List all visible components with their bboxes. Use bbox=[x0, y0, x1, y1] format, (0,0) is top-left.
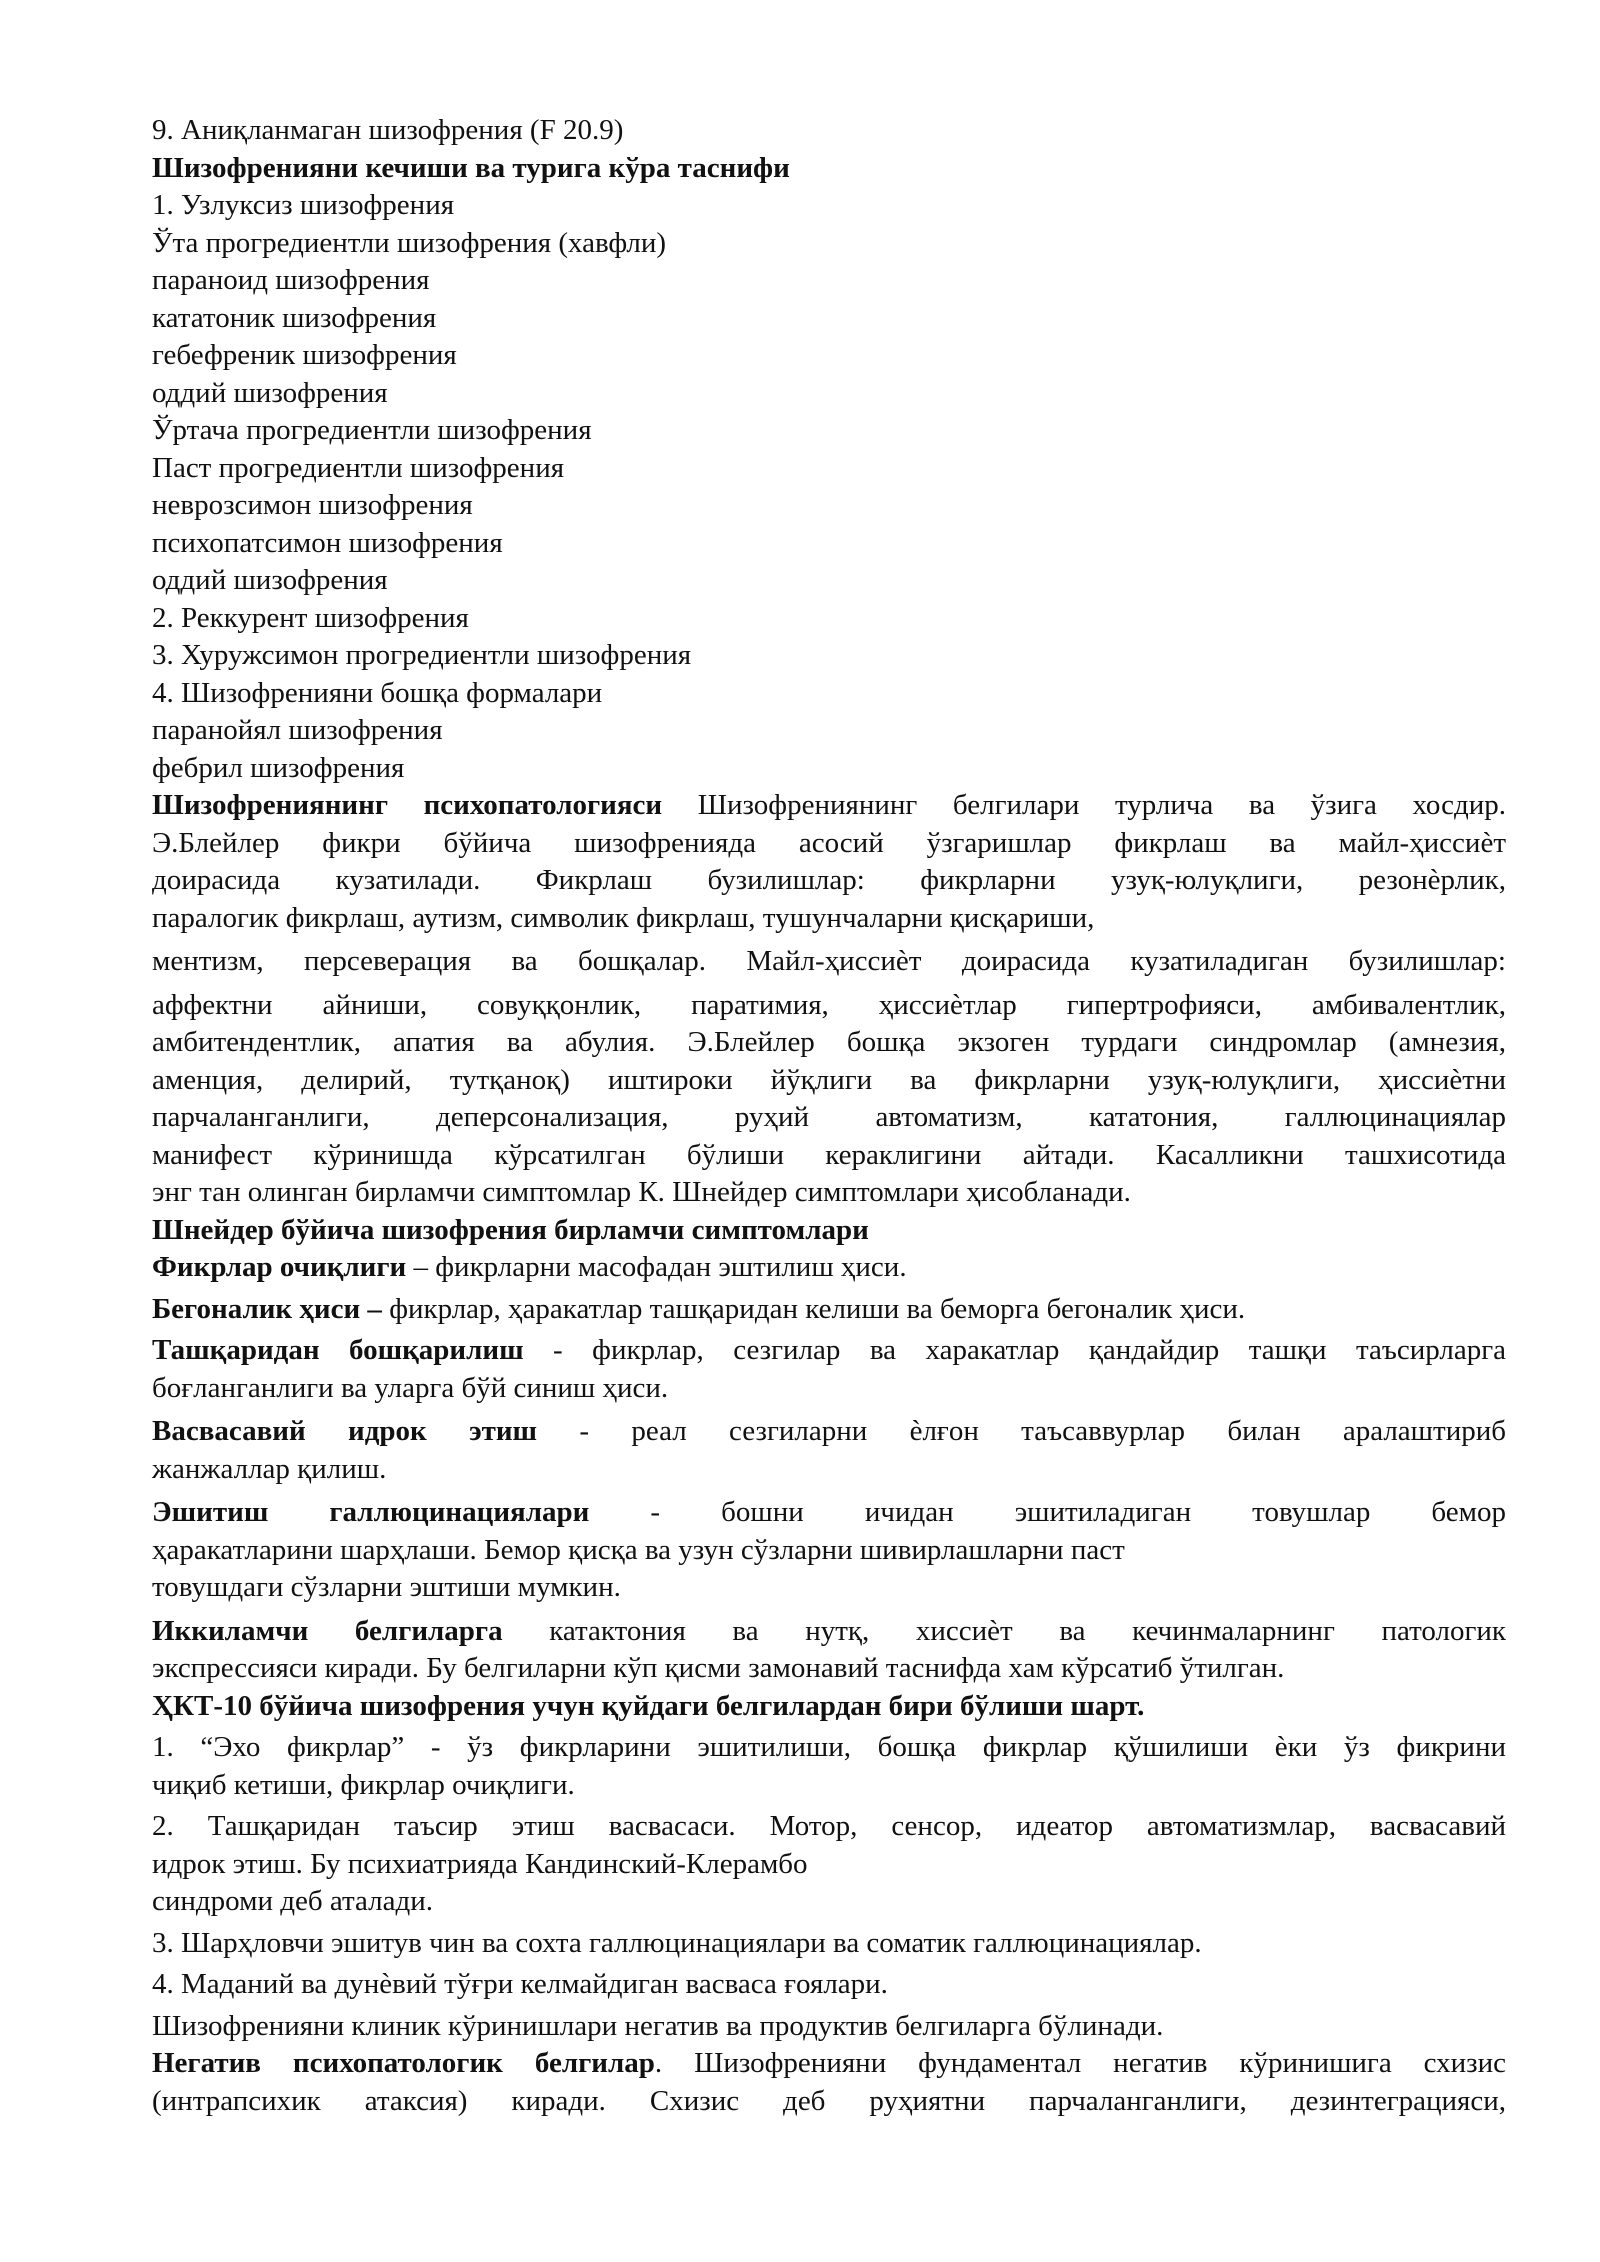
psychopathology-heading: Шизофрениянинг психопатологияси bbox=[152, 789, 663, 821]
criteria-item: 3. Шарҳловчи эшитув чин ва сохта галлюцинациялари ва соматик галлюцинациялар. bbox=[152, 1926, 1202, 1959]
criteria-item-continuation: синдроми деб аталади. bbox=[152, 1885, 434, 1917]
paragraph-line: доирасида кузатилади. Фикрлаш бузилишлар: фикрларни узуқ-юлуқлиги, резонѐрлик, bbox=[152, 864, 1506, 896]
list-item: 4. Шизофренияни бошқа формалари bbox=[152, 676, 603, 709]
list-item: 1. Узлуксиз шизофрения bbox=[152, 189, 455, 221]
list-item: Ўртача прогредиентли шизофрения bbox=[152, 414, 592, 446]
paragraph-line: аменция, делирий, тутқаноқ) иштироки йўқлиги ва фикрларни узуқ-юлуқлиги, ҳиссиѐтни bbox=[152, 1063, 1506, 1096]
symptom-item: Ташқаридан бошқарилиш - фикрлар, сезгилар ва харакатлар қандайдир ташқи таъсирларга bbox=[152, 1334, 1506, 1366]
list-item: неврозсимон шизофрения bbox=[152, 489, 473, 521]
negative-signs: Негатив психопатологик белгилар. Шизофренияни фундаментал негатив кўринишига схизис bbox=[152, 2047, 1506, 2079]
symptom-item: Эшитиш галлюцинациялари - бошни ичидан эшитиладиган товушлар бемор bbox=[152, 1496, 1506, 1528]
paragraph-line: аффектни айниши, совуққонлик, паратимия, ҳиссиѐтлар гипертрофияси, амбивалентлик, bbox=[152, 988, 1506, 1021]
section-heading-icd: ҲКТ-10 бўйича шизофрения учун қуйдаги белгилардан бири бўлиши шарт. bbox=[152, 1689, 1145, 1722]
list-item: параноид шизофрения bbox=[152, 264, 430, 296]
symptom-item-continuation: боғланганлиги ва уларга бўй синиш ҳиси. bbox=[152, 1371, 669, 1404]
symptom-item: Васвасавий идрок этиш - реал сезгиларни ѐлғон таъсаввурлар билан аралаштириб bbox=[152, 1415, 1506, 1447]
paragraph-line: Шизофрениянинг психопатологияси Шизофрениянинг белгилари турлича ва ўзига хосдир. bbox=[152, 789, 1506, 821]
secondary-signs-continuation: экспрессияси киради. Бу белгиларни кўп қисми замонавий таснифда хам кўрсатиб ўтилган. bbox=[152, 1652, 1285, 1684]
paragraph-line: манифест кўринишда кўрсатилган бўлиши кераклигини айтади. Касалликни ташхисотида bbox=[152, 1138, 1506, 1171]
paragraph-line: энг тан олинган бирламчи симптомлар К. Шнейдер симптомлари ҳисобланади. bbox=[152, 1176, 1131, 1208]
paragraph-line: паралогик фикрлаш, аутизм, символик фикрлаш, тушунчаларни қисқариши, bbox=[152, 901, 1095, 934]
paragraph-line: амбитендентлик, апатия ва абулия. Э.Блейлер бошқа экзоген турдаги синдромлар (амнезия, bbox=[152, 1026, 1506, 1058]
psychopathology-paragraph bbox=[152, 787, 1506, 1212]
list-item: паранойял шизофрения bbox=[152, 714, 443, 746]
list-item: оддий шизофрения bbox=[152, 376, 388, 409]
negative-signs-continuation: (интрапсихик атаксия) киради. Схизис деб руҳиятни парчаланганлиги, дезинтеграцияси, bbox=[152, 2084, 1506, 2117]
criteria-item-continuation: чиқиб кетиши, фикрлар очиқлиги. bbox=[152, 1768, 575, 1801]
symptom-item-continuation: товушдаги сўзларни эштиши мумкин. bbox=[152, 1571, 621, 1603]
criteria-item: 1. “Эхо фикрлар” - ўз фикрларини эшитилиши, бошқа фикрлар қўшилиши ѐки ўз фикрини bbox=[152, 1731, 1506, 1763]
list-item: 3. Хуружсимон прогредиентли шизофрения bbox=[152, 639, 692, 671]
list-item: Ўта прогредиентли шизофрения (хавфли) bbox=[152, 226, 667, 259]
symptom-item-continuation: жанжаллар қилиш. bbox=[152, 1452, 387, 1485]
list-item-unspecified: 9. Аниқланмаган шизофрения (F 20.9) bbox=[152, 114, 624, 146]
symptom-item-continuation: ҳаракатларини шарҳлаши. Бемор қисқа ва узун сўзларни шивирлашларни паст bbox=[152, 1533, 1125, 1566]
paragraph-line: ментизм, персеверация ва бошқалар. Майл-ҳиссиѐт доирасида кузатиладиган бузилишлар: bbox=[152, 945, 1506, 977]
secondary-signs: Иккиламчи белгиларга катактония ва нутқ, хиссиѐт ва кечинмаларнинг патологик bbox=[152, 1614, 1506, 1647]
section-heading-schneider: Шнейдер бўйича шизофрения бирламчи симптомлари bbox=[152, 1213, 869, 1246]
symptom-item: Фикрлар очиқлиги – фикрларни масофадан эштилиш ҳиси. bbox=[152, 1251, 907, 1283]
paragraph-line: Э.Блейлер фикри бўйича шизофренияда асосий ўзгаришлар фикрлаш ва майл-ҳиссиѐт bbox=[152, 826, 1506, 859]
paragraph-line: парчаланганлиги, деперсонализация, руҳий автоматизм, кататония, галлюцинациялар bbox=[152, 1101, 1506, 1133]
clinical-sentence: Шизофренияни клиник кўринишлари негатив ва продуктив белгиларга бўлинади. bbox=[152, 2009, 1164, 2042]
criteria-item: 2. Ташқаридан таъсир этиш васвасаси. Мотор, сенсор, идеатор автоматизмлар, васвасавий bbox=[152, 1810, 1506, 1842]
symptom-item: Бегоналик ҳиси – фикрлар, ҳаракатлар ташқаридан келиши ва беморга бегоналик ҳиси. bbox=[152, 1292, 1246, 1325]
list-item: оддий шизофрения bbox=[152, 564, 388, 596]
section-heading-classification: Шизофренияни кечиши ва турига кўра таснифи bbox=[152, 151, 790, 184]
list-item: 2. Реккурент шизофрения bbox=[152, 601, 469, 634]
list-item: фебрил шизофрения bbox=[152, 751, 405, 784]
criteria-item-continuation: идрок этиш. Бу психиатрияда Кандинский-Клерамбо bbox=[152, 1847, 808, 1880]
criteria-item: 4. Маданий ва дунѐвий тўғри келмайдиган васваса ғоялари. bbox=[152, 1968, 888, 2000]
list-item: психопатсимон шизофрения bbox=[152, 526, 503, 559]
list-item: Паст прогредиентли шизофрения bbox=[152, 451, 565, 484]
list-item: гебефреник шизофрения bbox=[152, 339, 457, 371]
list-item: кататоник шизофрения bbox=[152, 301, 437, 334]
document-page bbox=[152, 112, 1506, 2120]
